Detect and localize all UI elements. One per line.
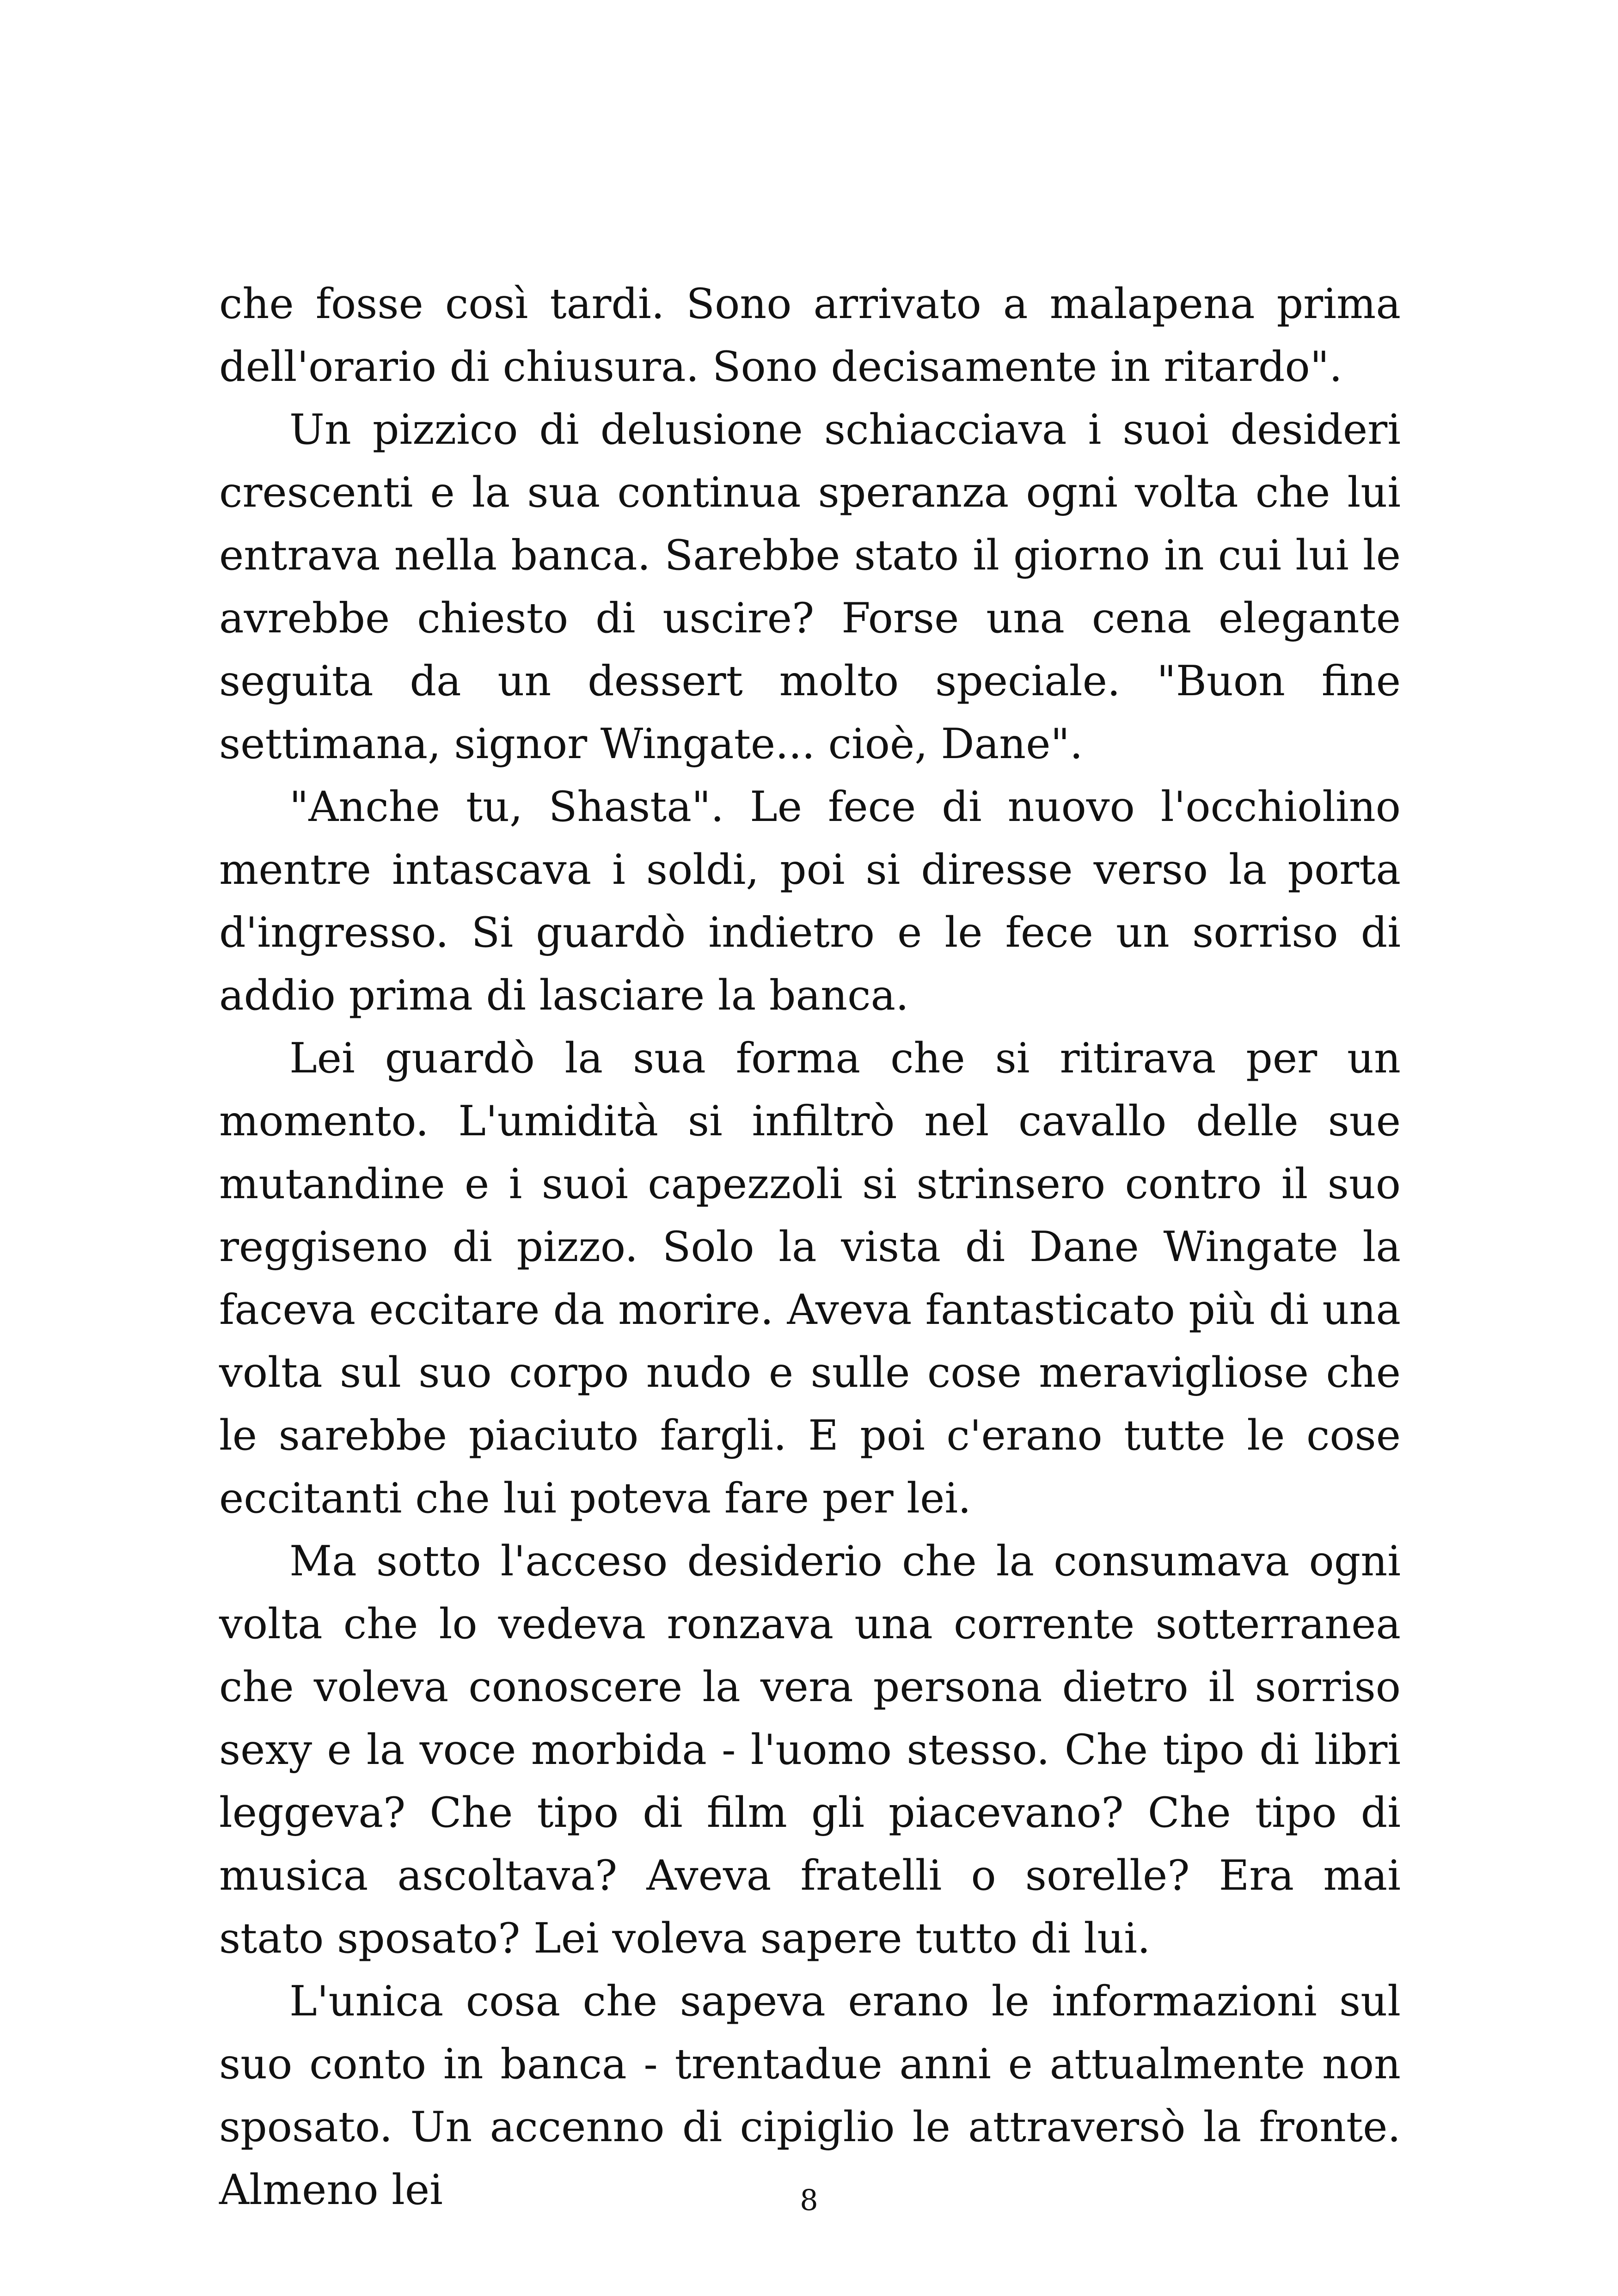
paragraph: Un pizzico di delusione schiacciava i suoi desideri crescenti e la sua continua speranza ogni volta che lui entrava nella banca. Sarebbe stato il giorno in cui lui le avrebbe chiesto di uscire? Forse una cena elegante seguita da un dessert molto speciale. "Buon fine settimana, signor Wingate... cioè, Dane". bbox=[219, 405, 1401, 768]
page-number: 8 bbox=[800, 2183, 818, 2217]
body-text bbox=[219, 273, 1401, 2222]
paragraph: Lei guardò la sua forma che si ritirava per un momento. L'umidità si infiltrò nel cavallo delle sue mutandine e i suoi capezzoli si strinsero contro il suo reggiseno di pizzo. Solo la vista di Dane Wingate la faceva eccitare da morire. Aveva fantasticato più di una volta sul suo corpo nudo e sulle cose meravigliose che le sarebbe piaciuto fargli. E poi c'erano tutte le cose eccitanti che lui poteva fare per lei. bbox=[219, 1034, 1401, 1523]
paragraph: "Anche tu, Shasta". Le fece di nuovo l'occhiolino mentre intascava i soldi, poi si diresse verso la porta d'ingresso. Si guardò indietro e le fece un sorriso di addio prima di lasciare la banca. bbox=[219, 783, 1401, 1020]
paragraph: L'unica cosa che sapeva erano le informazioni sul suo conto in banca - trentadue anni e attualmente non sposato. Un accenno di cipiglio le attraversò la fronte. Almeno lei bbox=[219, 1977, 1401, 2214]
paragraph: che fosse così tardi. Sono arrivato a malapena prima dell'orario di chiusura. Sono decisamente in ritardo". bbox=[219, 280, 1401, 391]
paragraph: Ma sotto l'acceso desiderio che la consumava ogni volta che lo vedeva ronzava una corrente sotterranea che voleva conoscere la vera persona dietro il sorriso sexy e la voce morbida - l'uomo stesso. Che tipo di libri leggeva? Che tipo di film gli piacevano? Che tipo di musica ascoltava? Aveva fratelli o sorelle? Era mai stato sposato? Lei voleva sapere tutto di lui. bbox=[219, 1537, 1401, 1963]
